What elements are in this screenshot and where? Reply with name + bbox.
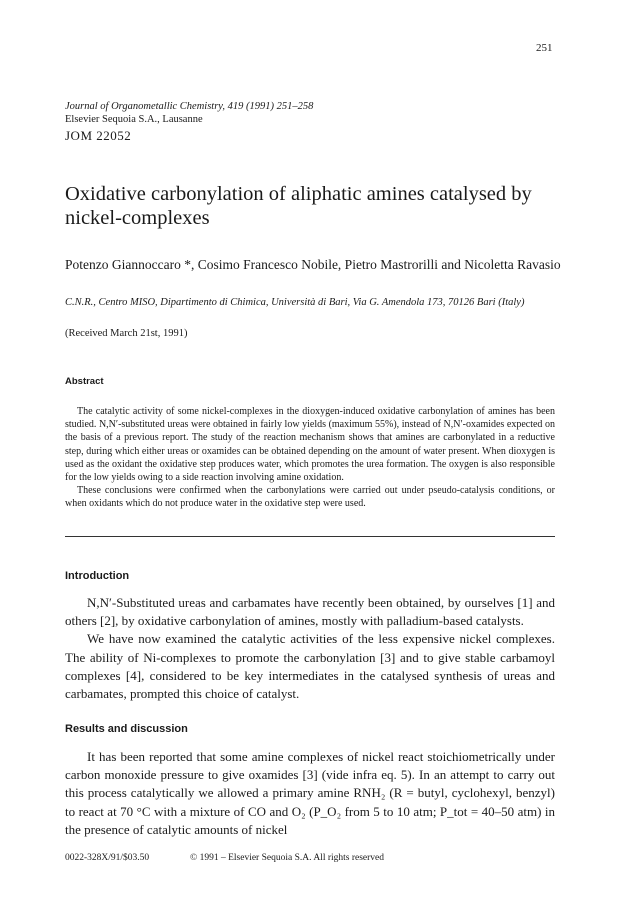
footer-copyright: © 1991 – Elsevier Sequoia S.A. All rights reserved	[190, 853, 385, 863]
introduction-heading: Introduction	[65, 570, 130, 582]
results-heading: Results and discussion	[65, 723, 188, 735]
results-body	[65, 748, 555, 839]
author-list: Potenzo Giannoccaro *, Cosimo Francesco Nobile, Pietro Mastrorilli and Nicoletta Ravasio	[65, 257, 561, 272]
page-number: 251	[536, 42, 553, 54]
publisher-line: Elsevier Sequoia S.A., Lausanne	[65, 114, 203, 125]
introduction-body	[65, 594, 555, 703]
article-title: Oxidative carbonylation of aliphatic amines catalysed by nickel-complexes	[65, 183, 532, 229]
introduction-paragraph: We have now examined the catalytic activities of the less expensive nickel complexes. The ability of Ni-complexes to promote the carbonylation [3] and to give stable carbamoyl complexes [4], considered to be key intermediates in the catalysed synthesis of ureas and carbamates, prompted this choice of catalyst.	[65, 631, 555, 702]
abstract-paragraph: These conclusions were confirmed when the carbonylations were carried out under pseudo-catalysis conditions, or when oxidants which do not produce water in the oxidative step were used.	[65, 485, 555, 510]
journal-citation-text: Journal of Organometallic Chemistry, 419 (1991) 251–258	[65, 101, 314, 112]
jom-number: JOM 22052	[65, 128, 132, 143]
introduction-paragraph: N,N′-Substituted ureas and carbamates have recently been obtained, by ourselves [1] and others [2], by oxidative carbonylation of amines, mostly with palladium-based catalysts.	[65, 595, 555, 629]
footer-price-code: 0022-328X/91/$03.50	[65, 853, 150, 863]
results-paragraph: It has been reported that some amine complexes of nickel react stoichiometrically under carbon monoxide pressure to give oxamides [3] (vide infra eq. 5). In an attempt to carry out this process catalytically we allowed a primary amine RNH₂ (R = butyl, cyclohexyl, benzyl) to react at 70 °C with a mixture of CO and O₂ (P_O₂ from 5 to 10 atm; P_tot = 40–50 atm) in the presence of catalytic amounts of nickel	[65, 749, 555, 837]
journal-citation	[65, 100, 313, 113]
section-divider	[65, 536, 555, 537]
abstract-body	[65, 405, 555, 511]
affiliation: C.N.R., Centro MISO, Dipartimento di Chimica, Università di Bari, Via G. Amendola 173, 70126 Bari (Italy)	[65, 297, 525, 308]
abstract-heading: Abstract	[65, 376, 104, 387]
abstract-paragraph: The catalytic activity of some nickel-complexes in the dioxygen-induced oxidative carbonylation of amines has been studied. N,N′-substituted ureas were obtained in fairly low yields (maximum 55%), instead of N,N′-oxamides expected on the basis of a previous report. The study of the reaction mechanism shows that amines are carbonylated in a reductive step, during which either ureas or oxamides can be obtained depending on the amount of water present. When dioxygen is used as the oxidant the oxidative step produces water, which promotes the urea formation. The oxygen is also responsible for the low yields owing to a side reaction involving amine oxidation.	[65, 406, 555, 484]
received-date: (Received March 21st, 1991)	[65, 328, 188, 339]
